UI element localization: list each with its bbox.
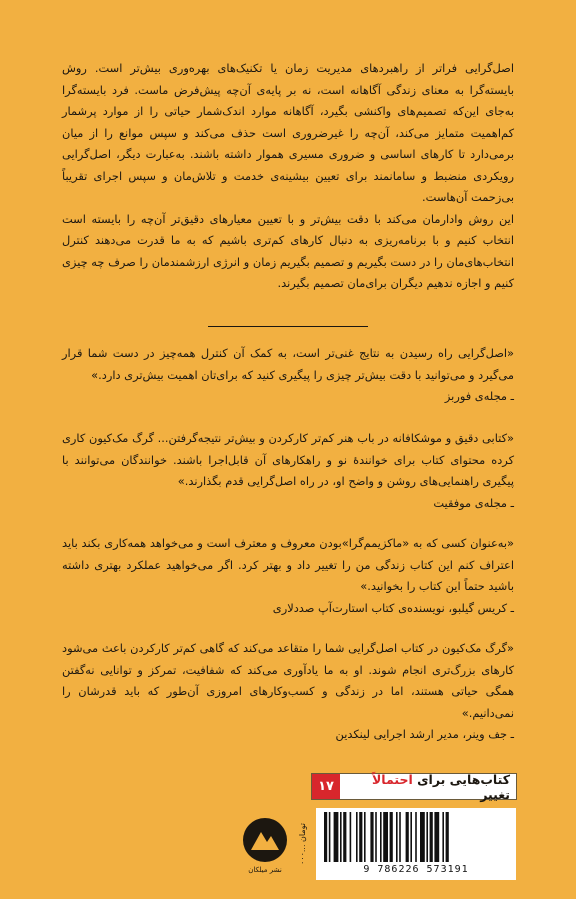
quote-source: ـ جف وینر، مدیر ارشد اجرایی لینکدین [335,727,514,741]
publisher-logo-icon [243,818,287,862]
review-quote [62,428,514,514]
quote-text: «گرگ مک‌کیون در کتاب اصل‌گرایی شما را متقاعد می‌کند که گاهی کم‌تر کارکردن باعث می‌شود کارهای بزرگ‌تری انجام شوند. او به ما یادآوری می‌کند که شفافیت، تمرکز و توانایی نه‌گفتن همگی حیاتی هستند، اما در زندگی و کسب‌وکارهای امروزی آن‌طور که باید قدرشان را نمی‌دانیم.» [62,641,514,720]
series-title-accent: احتمالاً [371,771,413,787]
price-label: ۰۰۰... تومان [298,822,307,866]
series-title [340,772,516,802]
review-quote [62,533,514,619]
quote-text: «به‌عنوان کسی که به «ماکزیمم‌گرا»بودن معروف و معترف است و می‌خواهد همه‌کاری بکند باید اعتراف کنم این کتاب زندگی من را تغییر داد و بهتر کرد. اگر می‌خواهید عملکرد بهتری داشته باشید حتماً این کتاب را بخوانید.» [62,536,514,593]
quote-source: ـ مجله‌ی فوربز [444,389,514,403]
publisher-logo [240,818,290,880]
barcode-bars [324,812,508,862]
mountain-icon [243,818,287,862]
series-banner [311,773,517,800]
intro-paragraph-2: این روش وادارمان می‌کند با دقت بیش‌تر و با تعیین معیارهای دقیق‌تر آن‌چه را بایسته است انتخاب کنیم و با برنامه‌ریزی به دنبال کارهای کم‌تری باشیم که به ما قدرت می‌دهند کنترل انتخاب‌های‌مان را در دست بگیریم و تصمیم بگیریم زمان و انرژی ارزشمندمان را صرف چه چیزی کنیم و اجازه ندهیم دیگران برای‌مان تصمیم بگیرند. [62,211,514,290]
quote-source: ـ کریس گیلبو، نویسنده‌ی کتاب استارت‌آپ صددلاری [272,600,514,615]
intro-text [62,58,514,295]
series-title-prefix: کتاب‌هایی برای [412,771,510,787]
quote-text: «کتابی دقیق و موشکافانه در باب هنر کم‌تر کارکردن و بیش‌تر نتیجه‌گرفتن... گرگ مک‌کیون کاری کرده محتوای کتاب برای خوانندهٔ نو و راهکارهای آن قابل‌اجرا باشند. خوانندگان می‌توانند با پیگیری راهنمایی‌های روشن و واضح او، در راه اصل‌گرایی قدم بگذارند.» [62,431,514,488]
barcode [316,808,516,880]
review-quote [62,638,514,746]
isbn-number: 9 786226 573191 [363,864,469,875]
review-quote [62,343,514,408]
section-divider [208,326,368,327]
series-number: ۱۷ [312,774,340,799]
intro-paragraph-1: اصل‌گرایی فراتر از راهبردهای مدیریت زمان یا تکنیک‌های بهره‌وری بیش‌تر است. روش بایسته‌گرا به معنای زندگی آگاهانه است، نه بر پایه‌ی آن‌چه پیش‌فرض ماست. فرد بایسته‌گرا به‌جای این‌که تصمیم‌های واکنشی بگیرد، آگاهانه موارد اندک‌شمار حیاتی را از موارد پرشمار کم‌اهمیت متمایز می‌کند، آن‌چه را غیرضروری است حذف می‌کند و سپس موانع را از میان برمی‌دارد تا کارهای اساسی و ضروری مسیری هموار داشته باشند. به‌عبارت دیگر، اصل‌گرایی رویکردی منضبط و سامانمند برای تعیین بیشینه‌ی خدمت و تلاش‌مان و سپس اجرای تقریباً بی‌زحمت آن‌هاست. [62,61,514,204]
quote-source: ـ مجله‌ی موفقیت [433,495,514,510]
series-title-suffix: تغییر [480,786,510,802]
quote-text: «اصل‌گرایی راه رسیدن به نتایج غنی‌تر است، به کمک آن کنترل همه‌چیز در دست شما قرار می‌گیرد و می‌توانید با دقت بیش‌تر چیزی را پیگیری کنید که برای‌تان اهمیت بیش‌تری دارد.» [62,346,514,382]
publisher-name: نشر میلکان [248,866,282,874]
